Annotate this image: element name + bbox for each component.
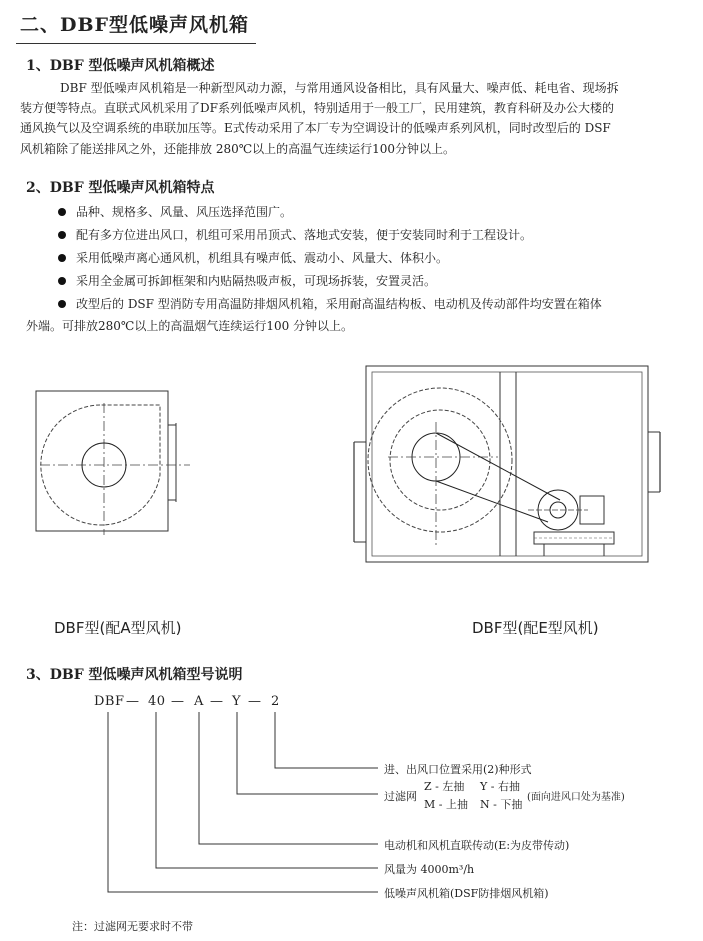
feature-text-4: 采用全金属可拆卸框架和内贴隔热吸声板，可现场拆装，安置灵活。	[76, 274, 437, 288]
filter-y: Y - 右抽	[480, 780, 520, 793]
model-code-40: 40	[148, 694, 166, 709]
desc-airflow: 风量为 4000m³/h	[384, 863, 475, 876]
filter-m: M - 上抽	[424, 798, 468, 811]
figure-caption-e: DBF型(配E型风机)	[472, 619, 599, 637]
section3-heading: 3、DBF 型低噪声风机箱型号说明	[26, 667, 243, 683]
page-title: 二、DBF型低噪声风机箱	[20, 14, 250, 36]
model-code-dash: —	[248, 694, 262, 709]
filter-z: Z - 左抽	[424, 780, 465, 793]
model-code-dash: —	[171, 694, 185, 709]
footnote: 注：过滤网无要求时不带	[72, 920, 193, 933]
feature-text-3: 采用低噪声离心通风机，机组具有噪声低、震动小、风量大、体积小。	[76, 251, 449, 265]
desc-inlet-outlet: 进、出风口位置采用(2)种形式	[384, 763, 532, 776]
feature-text-5-continued: 外端。可排放280℃以上的高温烟气连续运行100 分钟以上。	[26, 319, 354, 333]
section1-line-4: 风机箱除了能送排风之外，还能排放 280℃以上的高温气连续运行100分钟以上。	[20, 142, 456, 156]
model-code-dash: —	[126, 694, 140, 709]
section1-heading: 1、DBF 型低噪声风机箱概述	[26, 58, 215, 74]
section2-heading: 2、DBF 型低噪声风机箱特点	[26, 180, 215, 196]
filter-n: N - 下抽	[480, 798, 523, 811]
feature-text-1: 品种、规格多、风量、风压选择范围广。	[76, 205, 293, 219]
model-code-dash: —	[210, 694, 224, 709]
section1-line-1: DBF 型低噪声风机箱是一种新型风动力源，与常用通风设备相比，具有风量大、噪声低、耗电省、现场拆	[60, 81, 619, 95]
feature-text-2: 配有多方位进出风口，机组可采用吊顶式、落地式安装，便于安装同时利于工程设计。	[76, 228, 533, 242]
filter-label: 过滤网	[384, 790, 417, 803]
figure-caption-a: DBF型(配A型风机)	[54, 619, 182, 637]
section1-line-3: 通风换气以及空调系统的串联加压等。E式传动采用了本厂专为空调设计的低噪声系列风机，同时改型后的 DSF	[20, 121, 611, 135]
feature-text-5: 改型后的 DSF 型消防专用高温防排烟风机箱，采用耐高温结构板、电动机及传动部件均安置在箱体	[76, 297, 602, 311]
filter-note: (面向进风口处为基准)	[527, 792, 625, 803]
desc-drive: 电动机和风机直联传动(E:为皮带传动)	[384, 839, 570, 852]
model-code-dbf: DBF	[94, 694, 125, 709]
model-code-a: A	[194, 694, 204, 709]
desc-fan-box: 低噪声风机箱(DSF防排烟风机箱)	[384, 887, 549, 900]
model-code-2: 2	[271, 694, 280, 709]
section1-line-2: 装方便等特点。直联式风机采用了DF系列低噪声风机，特别适用于一般工厂，民用建筑，教育科研及办公大楼的	[20, 101, 614, 115]
model-code-y: Y	[232, 694, 242, 709]
